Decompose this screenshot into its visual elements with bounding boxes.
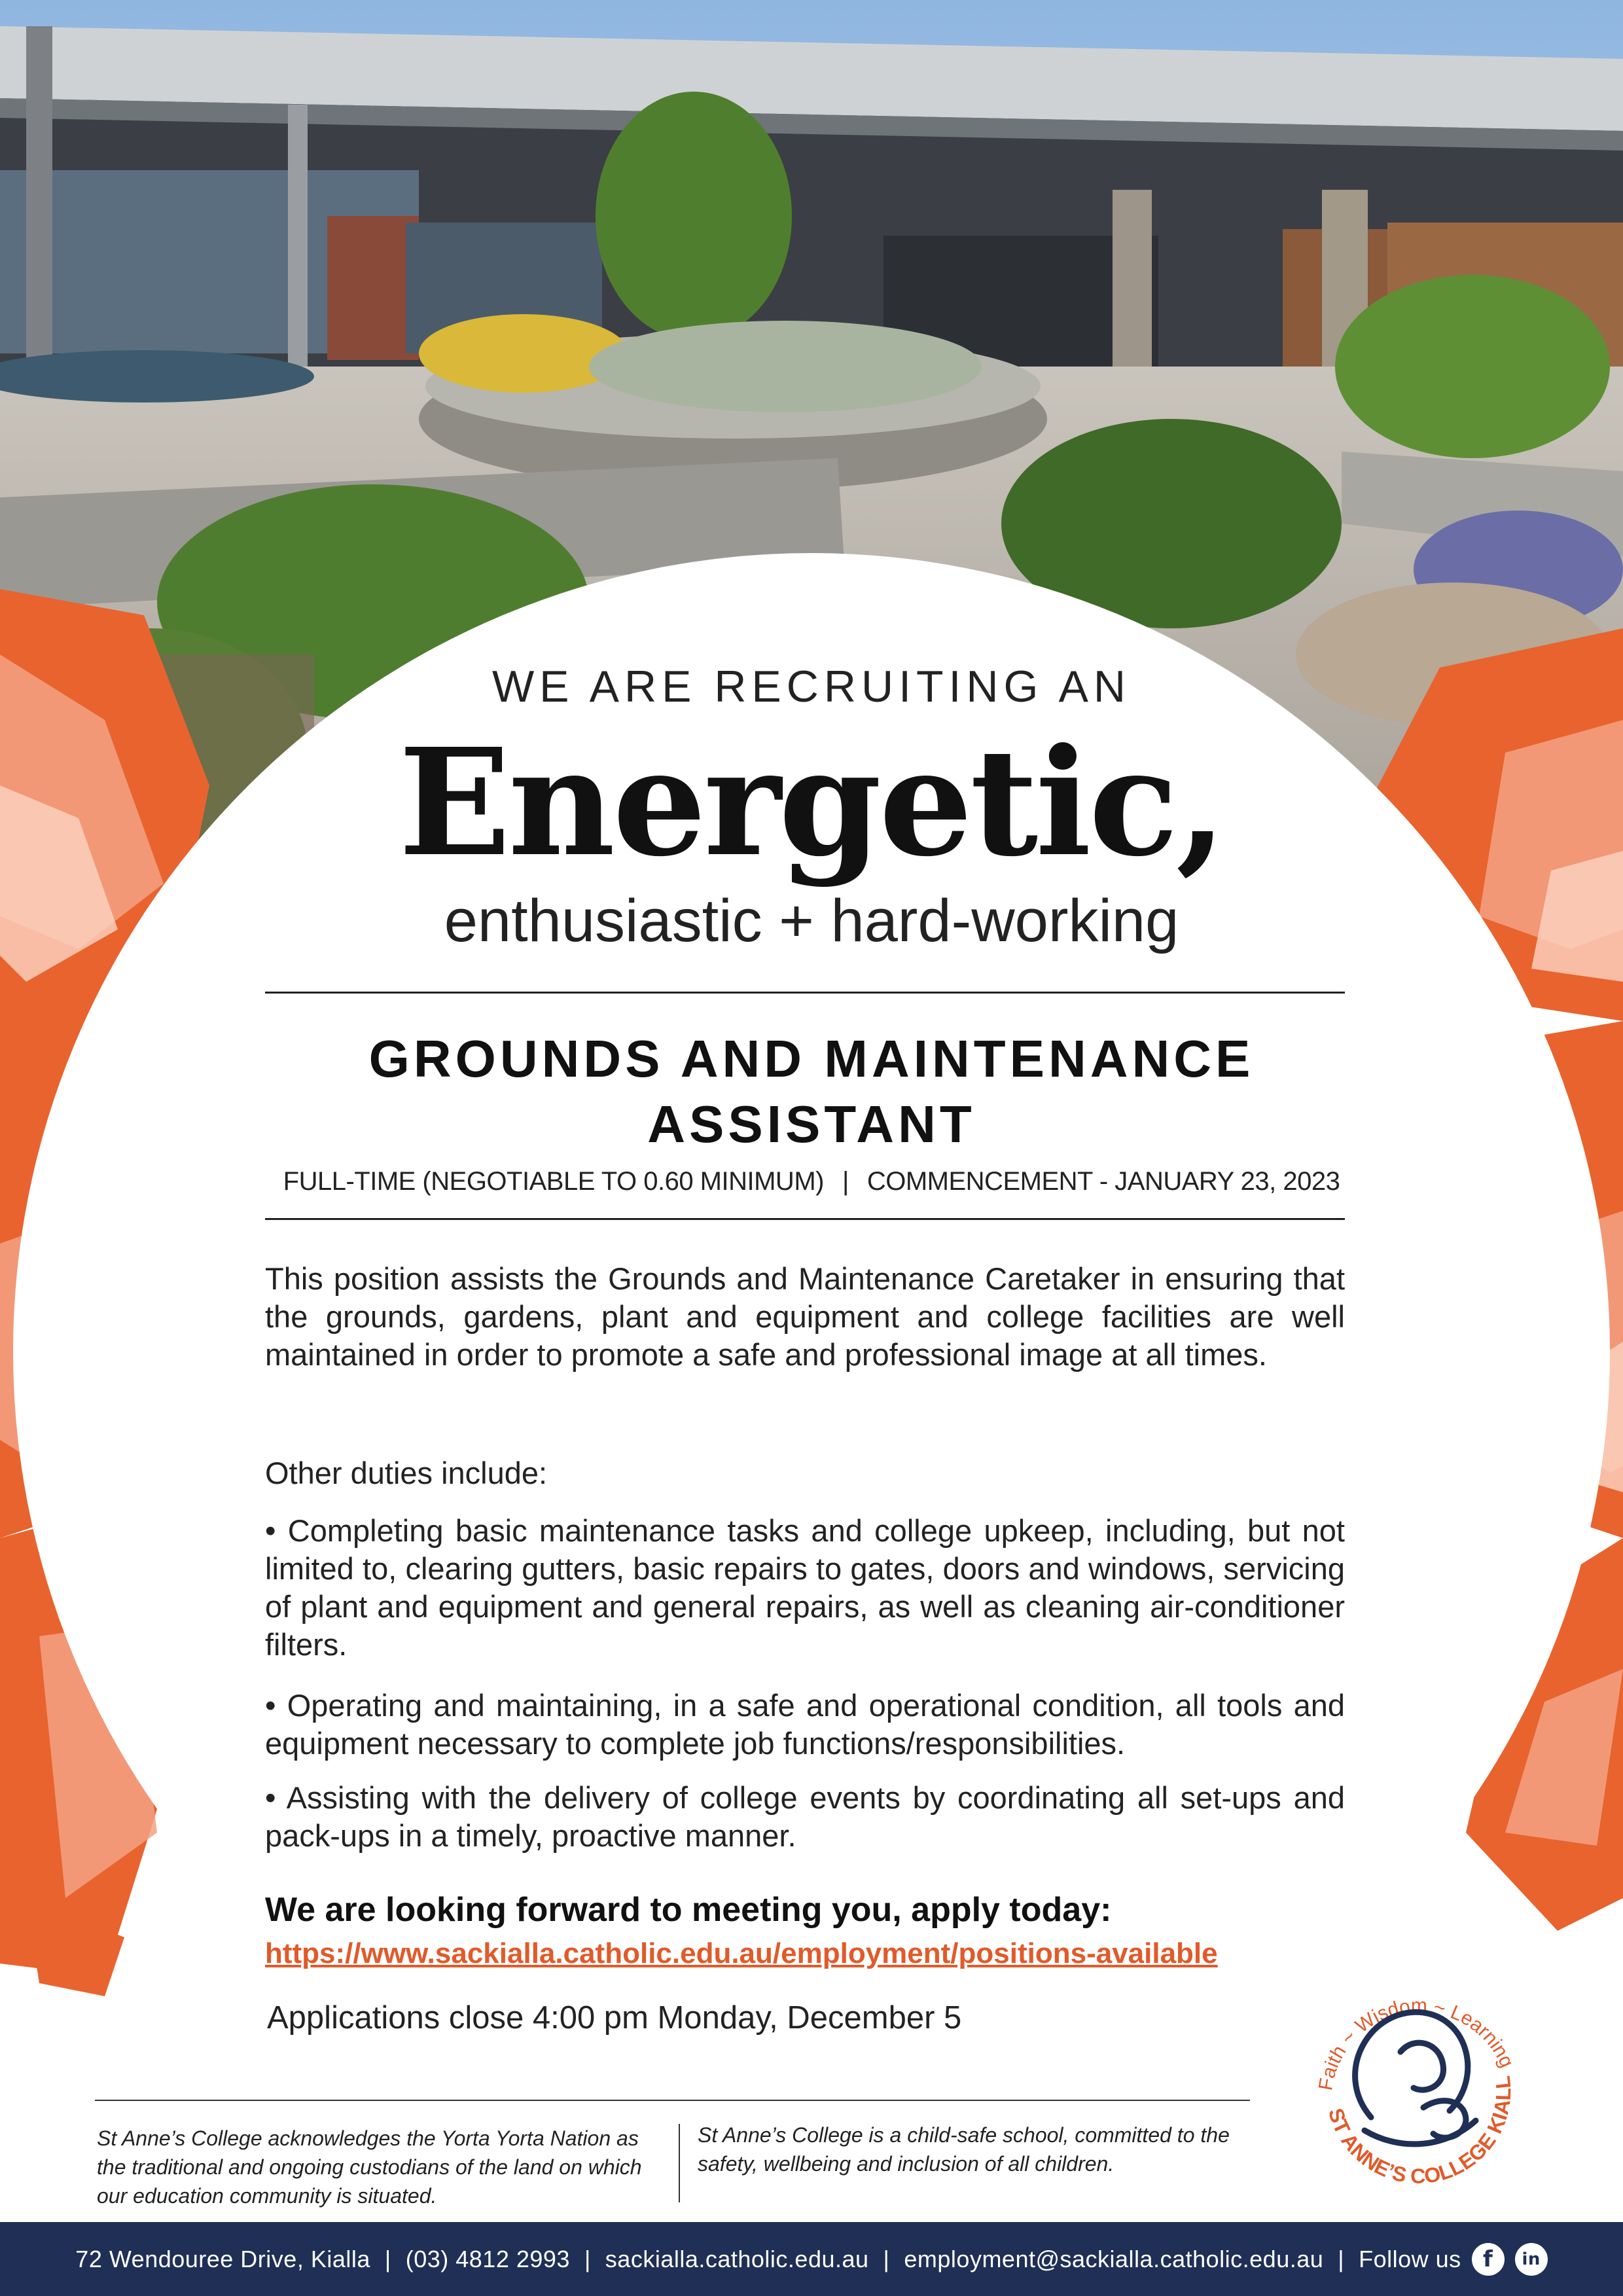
logo-motto-path: Faith ~ Wisdom ~ Learning: [1315, 1995, 1518, 2092]
footer-email[interactable]: employment@sackialla.catholic.edu.au: [904, 2245, 1324, 2272]
footer-website[interactable]: sackialla.catholic.edu.au: [605, 2245, 869, 2272]
footer-phone[interactable]: (03) 4812 2993: [405, 2245, 570, 2272]
job-title-line-1: GROUNDS AND MAINTENANCE: [368, 1030, 1255, 1088]
subheadline: enthusiastic + hard-working: [444, 888, 1179, 954]
child-safe-note: St Anne’s College is a child-safe school, committed to the safety, wellbeing and inclusion of all children.: [698, 2123, 1230, 2176]
footer-follow-label: Follow us: [1359, 2245, 1461, 2272]
employment-terms: [0, 1167, 1623, 1196]
footnote-vertical-divider: [679, 2124, 680, 2202]
footer-separator: |: [883, 2245, 890, 2272]
divider-top: [265, 992, 1345, 994]
duty-item: • Operating and maintaining, in a safe and operational condition, all tools and equipment necessary to complete job functions/responsibilities.: [265, 1688, 1345, 1761]
duties-label: Other duties include:: [265, 1456, 548, 1490]
divider-bottom: [265, 1218, 1345, 1220]
hours-text: FULL-TIME (NEGOTIABLE TO 0.60 MINIMUM): [283, 1167, 824, 1196]
job-title-line-2: ASSISTANT: [647, 1095, 976, 1153]
terms-separator: |: [842, 1167, 849, 1196]
call-to-action: We are looking forward to meeting you, apply today:: [265, 1891, 1112, 1929]
college-logo: [1293, 1954, 1541, 2202]
headline: Energetic,: [399, 717, 1224, 889]
footer-separator: |: [1338, 2245, 1345, 2272]
kicker-text: WE ARE RECRUITING AN: [491, 662, 1132, 711]
commencement-text: COMMENCEMENT - JANUARY 23, 2023: [866, 1167, 1340, 1196]
apply-link[interactable]: https://www.sackialla.catholic.edu.au/employment/positions-available: [265, 1937, 1218, 1969]
footer-separator: |: [584, 2245, 591, 2272]
linkedin-icon[interactable]: in: [1515, 2243, 1548, 2276]
footnote-divider: [95, 2100, 1250, 2101]
facebook-icon[interactable]: f: [1472, 2243, 1505, 2276]
logo-name-path: ST ANNE’S COLLEGE KIALL: [1323, 2074, 1516, 2188]
job-title: [0, 1026, 1623, 1157]
mother-child-logo-icon: [1355, 2012, 1476, 2144]
footer-contact-row: [0, 2222, 1623, 2296]
duty-item: • Assisting with the delivery of college events by coordinating all set-ups and pack-ups in a timely, proactive manner.: [265, 1780, 1345, 1853]
duty-item: • Completing basic maintenance tasks and college upkeep, including, but not limited to, clearing gutters, basic repairs to gates, doors and windows, servicing of plant and equipment and general repairs, as well as cleaning air-conditioner filters.: [265, 1513, 1345, 1662]
applications-close: Applications close 4:00 pm Monday, December 5: [267, 2000, 962, 2036]
intro-paragraph: This position assists the Grounds and Maintenance Caretaker in ensuring that the grounds, gardens, plant and equipment and college facilities are well maintained in order to promote a safe and professional image at all times.: [265, 1261, 1345, 1372]
acknowledgement-note: St Anne’s College acknowledges the Yorta Yorta Nation as the traditional and ongoing custodians of the land on which our education community is situated.: [97, 2126, 642, 2208]
footer-address: 72 Wendouree Drive, Kialla: [75, 2245, 370, 2272]
footer-separator: |: [384, 2245, 391, 2272]
